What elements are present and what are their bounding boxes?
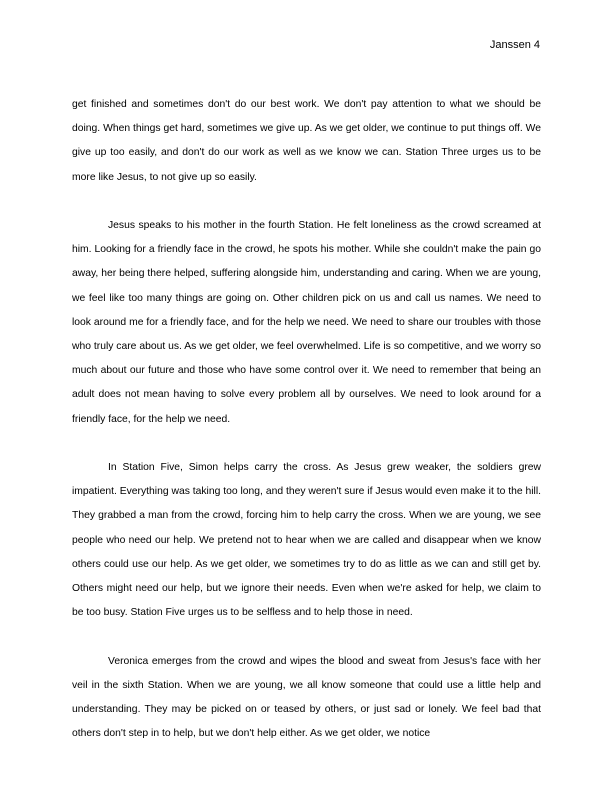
running-head: Janssen 4 <box>489 39 540 51</box>
paragraph-station-four: Jesus speaks to his mother in the fourth Station. He felt loneliness as the crowd screamed at him. Looking for a friendly face in the crowd, he spots his mother. While she couldn't make the pain go away, her being there helped, suffering alongside him, understanding and caring. When we are young, we feel like too many things are going on. Other children pick on us and call us names. We need to look around me for a friendly face, and for the help we need. We need to share our troubles with those who truly care about us. As we get older, we feel overwhelmed. Life is so competitive, and we worry so much about our future and those who have some control over it. We need to remember that being an adult does not mean having to solve every problem all by ourselves. We need to look around for a friendly face, for the help we need. <box>72 220 541 425</box>
paragraph-station-three: get finished and sometimes don't do our best work. We don't pay attention to what we should be doing. When things get hard, sometimes we give up. As we get older, we continue to put things off. We give up too easily, and don't do our work as well as we know we can. Station Three urges us to be more like Jesus, to not give up so easily. <box>72 99 541 183</box>
paragraph-station-six: Veronica emerges from the crowd and wipes the blood and sweat from Jesus's face with her veil in the sixth Station. When we are young, we all know someone that could use a little help and understanding. They may be picked on or teased by others, or just sad or lonely. We feel bad that others don't step in to help, but we don't help either. As we get older, we notice <box>72 655 541 740</box>
body-text <box>72 93 541 771</box>
paragraph-station-five: In Station Five, Simon helps carry the cross. As Jesus grew weaker, the soldiers grew impatient. Everything was taking too long, and they weren't sure if Jesus would even make it to the hill. They grabbed a man from the crowd, forcing him to help carry the cross. When we are young, we see people who need our help. We pretend not to hear when we are called and disappear when we know others could use our help. As we get older, we sometimes try to do as little as we can and still get by. Others might need our help, but we ignore their needs. Even when we're asked for help, we claim to be too busy. Station Five urges us to be selfless and to help those in need. <box>72 462 541 619</box>
